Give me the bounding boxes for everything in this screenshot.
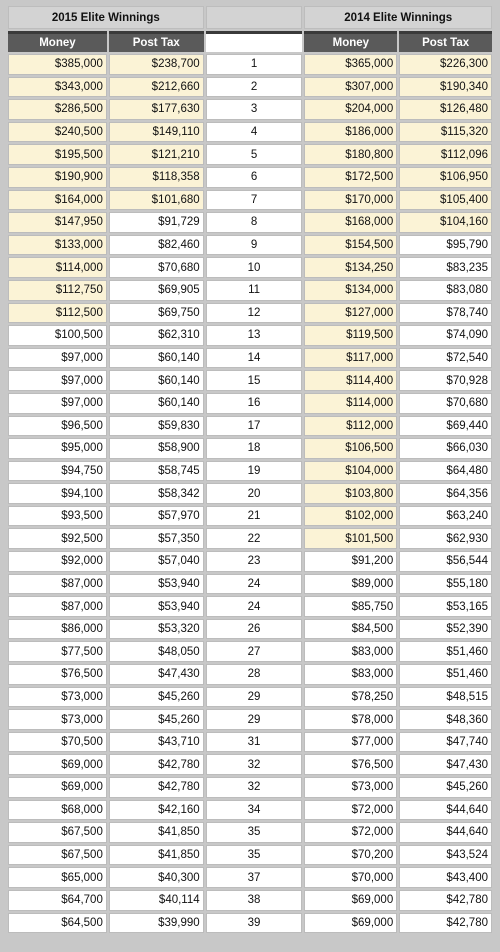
post-tax-2015-cell: $40,114 bbox=[109, 890, 204, 911]
rank-cell: 32 bbox=[206, 777, 303, 798]
money-2015-cell: $76,500 bbox=[8, 664, 107, 685]
money-2015-cell: $87,000 bbox=[8, 596, 107, 617]
post-tax-2014-cell: $74,090 bbox=[399, 325, 492, 346]
money-2014-cell: $180,800 bbox=[304, 144, 397, 165]
money-2014-cell: $76,500 bbox=[304, 754, 397, 775]
money-2015-cell: $87,000 bbox=[8, 574, 107, 595]
table-body bbox=[8, 54, 492, 933]
money-2014-cell: $114,000 bbox=[304, 393, 397, 414]
money-2015-cell: $97,000 bbox=[8, 348, 107, 369]
money-2014-cell: $134,000 bbox=[304, 280, 397, 301]
rank-cell: 5 bbox=[206, 144, 303, 165]
rank-cell: 3 bbox=[206, 99, 303, 120]
table-row bbox=[8, 348, 492, 369]
post-tax-2015-cell: $41,850 bbox=[109, 822, 204, 843]
money-2015-cell: $69,000 bbox=[8, 777, 107, 798]
post-tax-2014-cell: $44,640 bbox=[399, 800, 492, 821]
rank-cell: 8 bbox=[206, 212, 303, 233]
post-tax-2014-cell: $47,430 bbox=[399, 754, 492, 775]
money-2014-cell: $172,500 bbox=[304, 167, 397, 188]
table-row bbox=[8, 416, 492, 437]
post-tax-2015-cell: $59,830 bbox=[109, 416, 204, 437]
money-2014-cell: $69,000 bbox=[304, 890, 397, 911]
post-tax-2015-cell: $60,140 bbox=[109, 393, 204, 414]
post-tax-2014-cell: $95,790 bbox=[399, 235, 492, 256]
table-row bbox=[8, 641, 492, 662]
post-tax-2015-cell: $60,140 bbox=[109, 370, 204, 391]
table-row bbox=[8, 574, 492, 595]
money-2014-cell: $117,000 bbox=[304, 348, 397, 369]
table-row bbox=[8, 257, 492, 278]
money-2014-cell: $134,250 bbox=[304, 257, 397, 278]
post-tax-2015-cell: $82,460 bbox=[109, 235, 204, 256]
money-2014-cell: $168,000 bbox=[304, 212, 397, 233]
post-tax-2015-cell: $91,729 bbox=[109, 212, 204, 233]
col-money-2014: Money bbox=[304, 31, 397, 52]
money-2015-cell: $343,000 bbox=[8, 77, 107, 98]
post-tax-2014-cell: $53,165 bbox=[399, 596, 492, 617]
money-2015-cell: $77,500 bbox=[8, 641, 107, 662]
table-row bbox=[8, 370, 492, 391]
money-2014-cell: $119,500 bbox=[304, 325, 397, 346]
table-row bbox=[8, 99, 492, 120]
table-row bbox=[8, 687, 492, 708]
column-header-row bbox=[8, 31, 492, 52]
post-tax-2015-cell: $212,660 bbox=[109, 77, 204, 98]
post-tax-2014-cell: $44,640 bbox=[399, 822, 492, 843]
table-row bbox=[8, 303, 492, 324]
money-2015-cell: $147,950 bbox=[8, 212, 107, 233]
table-row bbox=[8, 732, 492, 753]
money-2015-cell: $68,000 bbox=[8, 800, 107, 821]
money-2015-cell: $93,500 bbox=[8, 506, 107, 527]
money-2015-cell: $133,000 bbox=[8, 235, 107, 256]
post-tax-2014-cell: $64,356 bbox=[399, 483, 492, 504]
money-2014-cell: $78,000 bbox=[304, 709, 397, 730]
money-2014-cell: $204,000 bbox=[304, 99, 397, 120]
post-tax-2014-cell: $51,460 bbox=[399, 664, 492, 685]
col-post-tax-2014: Post Tax bbox=[399, 31, 492, 52]
post-tax-2015-cell: $53,320 bbox=[109, 619, 204, 640]
post-tax-2014-cell: $63,240 bbox=[399, 506, 492, 527]
table-row bbox=[8, 212, 492, 233]
post-tax-2015-cell: $45,260 bbox=[109, 709, 204, 730]
table-row bbox=[8, 551, 492, 572]
post-tax-2014-cell: $43,524 bbox=[399, 845, 492, 866]
table-row bbox=[8, 777, 492, 798]
money-2014-cell: $69,000 bbox=[304, 913, 397, 934]
post-tax-2014-cell: $70,680 bbox=[399, 393, 492, 414]
post-tax-2014-cell: $45,260 bbox=[399, 777, 492, 798]
money-2014-cell: $77,000 bbox=[304, 732, 397, 753]
money-2015-cell: $67,500 bbox=[8, 822, 107, 843]
rank-cell: 22 bbox=[206, 528, 303, 549]
money-2014-cell: $83,000 bbox=[304, 664, 397, 685]
rank-cell: 29 bbox=[206, 687, 303, 708]
money-2014-cell: $78,250 bbox=[304, 687, 397, 708]
money-2014-cell: $307,000 bbox=[304, 77, 397, 98]
money-2015-cell: $92,000 bbox=[8, 551, 107, 572]
post-tax-2015-cell: $70,680 bbox=[109, 257, 204, 278]
money-2015-cell: $240,500 bbox=[8, 122, 107, 143]
table-row bbox=[8, 393, 492, 414]
post-tax-2014-cell: $112,096 bbox=[399, 144, 492, 165]
post-tax-2014-cell: $106,950 bbox=[399, 167, 492, 188]
post-tax-2014-cell: $48,515 bbox=[399, 687, 492, 708]
post-tax-2015-cell: $118,358 bbox=[109, 167, 204, 188]
rank-cell: 16 bbox=[206, 393, 303, 414]
post-tax-2015-cell: $101,680 bbox=[109, 190, 204, 211]
rank-cell: 29 bbox=[206, 709, 303, 730]
table-row bbox=[8, 619, 492, 640]
post-tax-2014-cell: $64,480 bbox=[399, 461, 492, 482]
post-tax-2015-cell: $53,940 bbox=[109, 596, 204, 617]
post-tax-2015-cell: $177,630 bbox=[109, 99, 204, 120]
rank-cell: 24 bbox=[206, 596, 303, 617]
rank-cell: 2 bbox=[206, 77, 303, 98]
money-2015-cell: $69,000 bbox=[8, 754, 107, 775]
table-row bbox=[8, 845, 492, 866]
post-tax-2014-cell: $62,930 bbox=[399, 528, 492, 549]
money-2015-cell: $97,000 bbox=[8, 393, 107, 414]
rank-cell: 26 bbox=[206, 619, 303, 640]
post-tax-2015-cell: $69,905 bbox=[109, 280, 204, 301]
post-tax-2015-cell: $149,110 bbox=[109, 122, 204, 143]
rank-cell: 24 bbox=[206, 574, 303, 595]
rank-cell: 23 bbox=[206, 551, 303, 572]
money-2014-cell: $365,000 bbox=[304, 54, 397, 75]
rank-cell: 9 bbox=[206, 235, 303, 256]
title-2015: 2015 Elite Winnings bbox=[8, 6, 204, 29]
money-2014-cell: $85,750 bbox=[304, 596, 397, 617]
post-tax-2015-cell: $121,210 bbox=[109, 144, 204, 165]
table-row bbox=[8, 54, 492, 75]
money-2014-cell: $89,000 bbox=[304, 574, 397, 595]
table-row bbox=[8, 235, 492, 256]
rank-cell: 13 bbox=[206, 325, 303, 346]
rank-cell: 28 bbox=[206, 664, 303, 685]
money-2014-cell: $102,000 bbox=[304, 506, 397, 527]
money-2014-cell: $112,000 bbox=[304, 416, 397, 437]
rank-cell: 18 bbox=[206, 438, 303, 459]
money-2015-cell: $67,500 bbox=[8, 845, 107, 866]
post-tax-2014-cell: $48,360 bbox=[399, 709, 492, 730]
post-tax-2014-cell: $72,540 bbox=[399, 348, 492, 369]
title-gap bbox=[206, 6, 303, 29]
table-row bbox=[8, 280, 492, 301]
rank-cell: 11 bbox=[206, 280, 303, 301]
money-2015-cell: $86,000 bbox=[8, 619, 107, 640]
table-row bbox=[8, 483, 492, 504]
post-tax-2015-cell: $69,750 bbox=[109, 303, 204, 324]
money-2015-cell: $164,000 bbox=[8, 190, 107, 211]
money-2014-cell: $186,000 bbox=[304, 122, 397, 143]
money-2015-cell: $190,900 bbox=[8, 167, 107, 188]
rank-cell: 7 bbox=[206, 190, 303, 211]
money-2015-cell: $112,500 bbox=[8, 303, 107, 324]
money-2014-cell: $154,500 bbox=[304, 235, 397, 256]
post-tax-2015-cell: $43,710 bbox=[109, 732, 204, 753]
money-2015-cell: $195,500 bbox=[8, 144, 107, 165]
post-tax-2014-cell: $126,480 bbox=[399, 99, 492, 120]
table-row bbox=[8, 822, 492, 843]
table-row bbox=[8, 867, 492, 888]
post-tax-2014-cell: $70,928 bbox=[399, 370, 492, 391]
money-2015-cell: $385,000 bbox=[8, 54, 107, 75]
post-tax-2014-cell: $78,740 bbox=[399, 303, 492, 324]
post-tax-2015-cell: $40,300 bbox=[109, 867, 204, 888]
money-2014-cell: $127,000 bbox=[304, 303, 397, 324]
post-tax-2015-cell: $48,050 bbox=[109, 641, 204, 662]
table-row bbox=[8, 506, 492, 527]
money-2014-cell: $70,000 bbox=[304, 867, 397, 888]
post-tax-2014-cell: $55,180 bbox=[399, 574, 492, 595]
rank-cell: 20 bbox=[206, 483, 303, 504]
post-tax-2014-cell: $47,740 bbox=[399, 732, 492, 753]
post-tax-2015-cell: $42,780 bbox=[109, 754, 204, 775]
table-row bbox=[8, 190, 492, 211]
table-row bbox=[8, 664, 492, 685]
rank-cell: 37 bbox=[206, 867, 303, 888]
rank-cell: 17 bbox=[206, 416, 303, 437]
post-tax-2014-cell: $52,390 bbox=[399, 619, 492, 640]
rank-cell: 35 bbox=[206, 845, 303, 866]
post-tax-2014-cell: $69,440 bbox=[399, 416, 492, 437]
table-row bbox=[8, 913, 492, 934]
rank-cell: 19 bbox=[206, 461, 303, 482]
title-row bbox=[8, 6, 492, 29]
money-2014-cell: $72,000 bbox=[304, 822, 397, 843]
post-tax-2015-cell: $62,310 bbox=[109, 325, 204, 346]
rank-cell: 31 bbox=[206, 732, 303, 753]
money-2014-cell: $70,200 bbox=[304, 845, 397, 866]
post-tax-2015-cell: $57,970 bbox=[109, 506, 204, 527]
post-tax-2015-cell: $60,140 bbox=[109, 348, 204, 369]
money-2015-cell: $64,700 bbox=[8, 890, 107, 911]
rank-cell: 4 bbox=[206, 122, 303, 143]
money-2015-cell: $100,500 bbox=[8, 325, 107, 346]
post-tax-2015-cell: $41,850 bbox=[109, 845, 204, 866]
post-tax-2014-cell: $83,235 bbox=[399, 257, 492, 278]
rank-cell: 15 bbox=[206, 370, 303, 391]
post-tax-2014-cell: $42,780 bbox=[399, 913, 492, 934]
table-row bbox=[8, 461, 492, 482]
money-2014-cell: $101,500 bbox=[304, 528, 397, 549]
table-row bbox=[8, 144, 492, 165]
rank-cell: 39 bbox=[206, 913, 303, 934]
table-row bbox=[8, 122, 492, 143]
post-tax-2014-cell: $66,030 bbox=[399, 438, 492, 459]
rank-cell: 27 bbox=[206, 641, 303, 662]
post-tax-2014-cell: $83,080 bbox=[399, 280, 492, 301]
money-2015-cell: $96,500 bbox=[8, 416, 107, 437]
post-tax-2015-cell: $53,940 bbox=[109, 574, 204, 595]
post-tax-2014-cell: $115,320 bbox=[399, 122, 492, 143]
post-tax-2015-cell: $58,342 bbox=[109, 483, 204, 504]
post-tax-2015-cell: $42,160 bbox=[109, 800, 204, 821]
money-2015-cell: $112,750 bbox=[8, 280, 107, 301]
rank-cell: 6 bbox=[206, 167, 303, 188]
money-2015-cell: $286,500 bbox=[8, 99, 107, 120]
money-2015-cell: $94,100 bbox=[8, 483, 107, 504]
post-tax-2015-cell: $57,350 bbox=[109, 528, 204, 549]
money-2015-cell: $70,500 bbox=[8, 732, 107, 753]
money-2014-cell: $84,500 bbox=[304, 619, 397, 640]
post-tax-2014-cell: $226,300 bbox=[399, 54, 492, 75]
money-2015-cell: $95,000 bbox=[8, 438, 107, 459]
post-tax-2014-cell: $190,340 bbox=[399, 77, 492, 98]
rank-cell: 10 bbox=[206, 257, 303, 278]
money-2014-cell: $103,800 bbox=[304, 483, 397, 504]
table-row bbox=[8, 596, 492, 617]
post-tax-2015-cell: $58,900 bbox=[109, 438, 204, 459]
col-rank-header bbox=[206, 31, 303, 52]
table-row bbox=[8, 709, 492, 730]
money-2014-cell: $73,000 bbox=[304, 777, 397, 798]
money-2015-cell: $73,000 bbox=[8, 709, 107, 730]
post-tax-2015-cell: $238,700 bbox=[109, 54, 204, 75]
money-2015-cell: $73,000 bbox=[8, 687, 107, 708]
rank-cell: 35 bbox=[206, 822, 303, 843]
money-2015-cell: $94,750 bbox=[8, 461, 107, 482]
post-tax-2014-cell: $104,160 bbox=[399, 212, 492, 233]
post-tax-2014-cell: $56,544 bbox=[399, 551, 492, 572]
post-tax-2014-cell: $43,400 bbox=[399, 867, 492, 888]
money-2015-cell: $92,500 bbox=[8, 528, 107, 549]
table-row bbox=[8, 754, 492, 775]
rank-cell: 12 bbox=[206, 303, 303, 324]
rank-cell: 21 bbox=[206, 506, 303, 527]
rank-cell: 32 bbox=[206, 754, 303, 775]
money-2014-cell: $83,000 bbox=[304, 641, 397, 662]
post-tax-2015-cell: $47,430 bbox=[109, 664, 204, 685]
money-2015-cell: $97,000 bbox=[8, 370, 107, 391]
money-2014-cell: $106,500 bbox=[304, 438, 397, 459]
table-row bbox=[8, 438, 492, 459]
money-2014-cell: $72,000 bbox=[304, 800, 397, 821]
money-2014-cell: $114,400 bbox=[304, 370, 397, 391]
post-tax-2014-cell: $105,400 bbox=[399, 190, 492, 211]
rank-cell: 1 bbox=[206, 54, 303, 75]
winnings-table bbox=[6, 4, 494, 935]
post-tax-2015-cell: $45,260 bbox=[109, 687, 204, 708]
col-post-tax-2015: Post Tax bbox=[109, 31, 204, 52]
post-tax-2014-cell: $42,780 bbox=[399, 890, 492, 911]
money-2014-cell: $91,200 bbox=[304, 551, 397, 572]
post-tax-2014-cell: $51,460 bbox=[399, 641, 492, 662]
title-2014: 2014 Elite Winnings bbox=[304, 6, 492, 29]
post-tax-2015-cell: $42,780 bbox=[109, 777, 204, 798]
col-money-2015: Money bbox=[8, 31, 107, 52]
table-row bbox=[8, 528, 492, 549]
rank-cell: 38 bbox=[206, 890, 303, 911]
rank-cell: 14 bbox=[206, 348, 303, 369]
money-2015-cell: $64,500 bbox=[8, 913, 107, 934]
money-2015-cell: $114,000 bbox=[8, 257, 107, 278]
table-row bbox=[8, 800, 492, 821]
post-tax-2015-cell: $58,745 bbox=[109, 461, 204, 482]
post-tax-2015-cell: $57,040 bbox=[109, 551, 204, 572]
money-2014-cell: $170,000 bbox=[304, 190, 397, 211]
money-2015-cell: $65,000 bbox=[8, 867, 107, 888]
money-2014-cell: $104,000 bbox=[304, 461, 397, 482]
post-tax-2015-cell: $39,990 bbox=[109, 913, 204, 934]
table-row bbox=[8, 325, 492, 346]
rank-cell: 34 bbox=[206, 800, 303, 821]
table-row bbox=[8, 167, 492, 188]
table-row bbox=[8, 77, 492, 98]
table-row bbox=[8, 890, 492, 911]
